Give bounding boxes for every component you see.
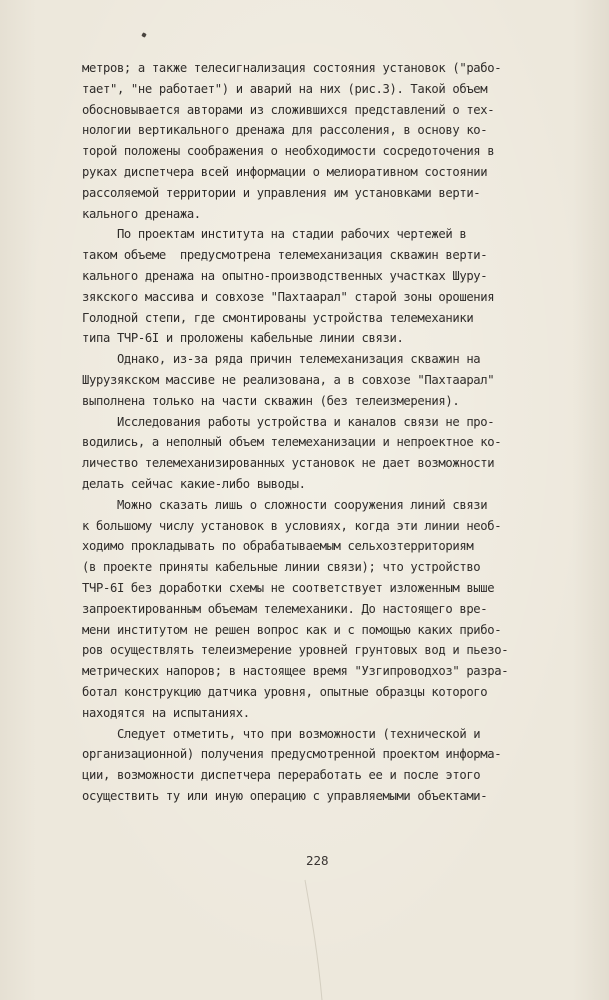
body-text xyxy=(82,58,592,807)
text-line: рассоляемой территории и управления им установками верти- xyxy=(82,185,481,200)
text-line: осуществить ту или иную операцию с управляемыми объектами- xyxy=(82,788,488,803)
text-line: мени институтом не решен вопрос как и с помощью каких прибо- xyxy=(82,622,502,637)
text-line: По проектам института на стадии рабочих чертежей в xyxy=(82,227,467,242)
text-line: (в проекте приняты кабельные линии связи); что устройство xyxy=(82,560,481,575)
text-line: к большому числу установок в условиях, когда эти линии необ- xyxy=(82,518,502,533)
page-number: 228 xyxy=(306,853,329,868)
text-line: Следует отметить, что при возможности (технической и xyxy=(82,726,481,741)
text-line: кального дренажа. xyxy=(82,206,201,221)
text-line: ходимо прокладывать по обрабатываемым сельхозтерриториям xyxy=(82,539,474,554)
text-line: метрических напоров; в настоящее время "Узгипроводхоз" разра- xyxy=(82,664,509,679)
text-line: зякского массива и совхозе "Пахтаарал" старой зоны орошения xyxy=(82,289,495,304)
text-line: торой положены соображения о необходимости сосредоточения в xyxy=(82,144,495,159)
text-line: тает", "не работает") и аварий на них (рис.3). Такой объем xyxy=(82,81,488,96)
text-line: запроектированным объемам телемеханики. До настоящего вре- xyxy=(82,601,488,616)
text-line: выполнена только на части скважин (без телеизмерения). xyxy=(82,393,460,408)
text-line: обосновывается авторами из сложившихся представлений о тех- xyxy=(82,102,495,117)
text-line: находятся на испытаниях. xyxy=(82,705,250,720)
text-line: ТЧР-6I без доработки схемы не соответствует изложенным выше xyxy=(82,580,495,595)
text-line: таком объеме предусмотрена телемеханизация скважин верти- xyxy=(82,248,488,263)
text-line: руках диспетчера всей информации о мелиоративном состоянии xyxy=(82,164,488,179)
text-line: водились, а неполный объем телемеханизации и непроектное ко- xyxy=(82,435,502,450)
text-line: Шурузякском массиве не реализована, а в совхозе "Пахтаарал" xyxy=(82,372,495,387)
text-line: организационной) получения предусмотренной проектом информа- xyxy=(82,747,502,762)
text-line: ров осуществлять телеизмерение уровней грунтовых вод и пьезо- xyxy=(82,643,509,658)
text-line: нологии вертикального дренажа для рассоления, в основу ко- xyxy=(82,123,488,138)
text-line: Голодной степи, где смонтированы устройства телемеханики xyxy=(82,310,474,325)
text-line: кального дренажа на опытно-производственных участках Шуру- xyxy=(82,268,488,283)
text-line: типа ТЧР-6I и проложены кабельные линии связи. xyxy=(82,331,404,346)
text-line: Можно сказать лишь о сложности сооружения линий связи xyxy=(82,497,488,512)
text-line: Однако, из-за ряда причин телемеханизация скважин на xyxy=(82,352,481,367)
ink-mark xyxy=(141,32,146,37)
text-line: метров; а также телесигнализация состояния установок ("рабо- xyxy=(82,61,502,75)
text-line: ции, возможности диспетчера переработать ее и после этого xyxy=(82,768,481,783)
text-line: личество телемеханизированных установок не дает возможности xyxy=(82,456,495,471)
text-line: Исследования работы устройства и каналов связи не про- xyxy=(82,414,495,429)
text-line: делать сейчас какие-либо выводы. xyxy=(82,476,306,491)
text-line: ботал конструкцию датчика уровня, опытные образцы которого xyxy=(82,684,488,699)
